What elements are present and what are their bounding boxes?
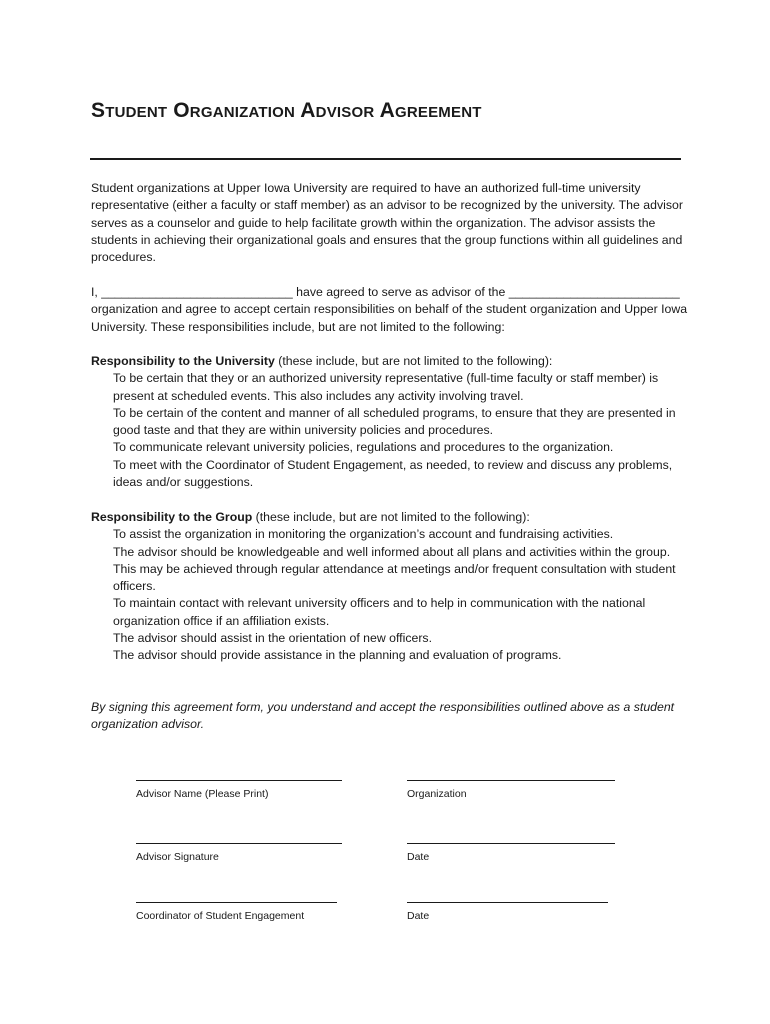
signature-line xyxy=(407,902,608,903)
advisor-date-label: Date xyxy=(407,851,430,863)
group-heading-qualifier: (these include, but are not limited to the following): xyxy=(252,510,530,524)
university-section-heading xyxy=(91,353,691,370)
pledge-paragraph xyxy=(91,284,691,336)
coordinator-label: Coordinator of Student Engagement xyxy=(136,910,305,922)
coordinator-date-label: Date xyxy=(407,910,430,922)
list-item: The advisor should assist in the orientation of new officers. xyxy=(113,631,432,646)
list-item: To be certain of the content and manner of all scheduled programs, to ensure that they are presented in good taste and that they are within university policies and procedures. xyxy=(113,405,676,438)
coordinator-signature-field[interactable] xyxy=(136,902,337,923)
list-item: To maintain contact with relevant university officers and to help in communication with the national organization office if an affiliation exists. xyxy=(113,596,646,628)
advisor-signature-label: Advisor Signature xyxy=(136,851,219,863)
signature-line xyxy=(136,902,337,903)
group-responsibilities-section xyxy=(91,509,691,665)
list-item: To assist the organization in monitoring the organization’s account and fundraising activities. xyxy=(113,527,614,542)
pledge-text: I, ____________________________ have agreed to serve as advisor of the _________________________ organization and agree to accept certain responsibilities on behalf of the student organization and Upper Iowa University. These responsibilities include, but are not limited to the following: xyxy=(91,285,688,334)
list-item: To communicate relevant university policies, regulations and procedures to the organization. xyxy=(113,440,614,455)
advisor-name-field[interactable] xyxy=(136,780,342,801)
university-responsibilities-list xyxy=(91,370,691,491)
list-item: To be certain that they or an authorized university representative (full-time faculty or staff member) is present at scheduled events. This also includes any activity involving travel. xyxy=(113,371,659,403)
university-heading-qualifier: (these include, but are not limited to the following): xyxy=(274,354,553,368)
signature-line xyxy=(407,843,615,844)
closing-statement: By signing this agreement form, you understand and accept the responsibilities outlined above as a student organization advisor. xyxy=(91,700,675,732)
organization-field[interactable] xyxy=(407,780,615,801)
group-responsibilities-list xyxy=(91,526,691,664)
advisor-date-field[interactable] xyxy=(407,843,615,864)
document-title xyxy=(91,99,482,123)
coordinator-date-field[interactable] xyxy=(407,902,608,923)
list-item: To meet with the Coordinator of Student Engagement, as needed, to review and discuss any problems, ideas and/or suggestions. xyxy=(113,457,673,490)
advisor-name-label: Advisor Name (Please Print) xyxy=(136,788,269,800)
list-item: The advisor should provide assistance in the planning and evaluation of programs. xyxy=(113,648,562,663)
document-title-text: Student Organization Advisor Agreement xyxy=(91,99,482,122)
university-responsibilities-section xyxy=(91,353,691,491)
university-heading-label: Responsibility to the University xyxy=(91,354,275,368)
signature-line xyxy=(136,843,342,844)
intro-text: Student organizations at Upper Iowa University are required to have an authorized full-time university representative (either a faculty or staff member) as an advisor to be recognized by the university. The advisor serves as a counselor and guide to help facilitate growth within the organization. The advisor assists the students in achieving their organizational goals and ensures that the group functions within all guidelines and procedures. xyxy=(91,181,683,265)
signature-line xyxy=(407,780,615,781)
group-section-heading xyxy=(91,509,691,526)
advisor-signature-field[interactable] xyxy=(136,843,342,864)
title-divider xyxy=(90,158,681,160)
group-heading-label: Responsibility to the Group xyxy=(91,510,253,524)
organization-label: Organization xyxy=(407,788,467,800)
signature-line xyxy=(136,780,342,781)
intro-paragraph xyxy=(91,180,691,266)
list-item: The advisor should be knowledgeable and well informed about all plans and activities within the group. This may be achieved through regular attendance at meetings and/or frequent consultation with student officers. xyxy=(113,544,676,594)
